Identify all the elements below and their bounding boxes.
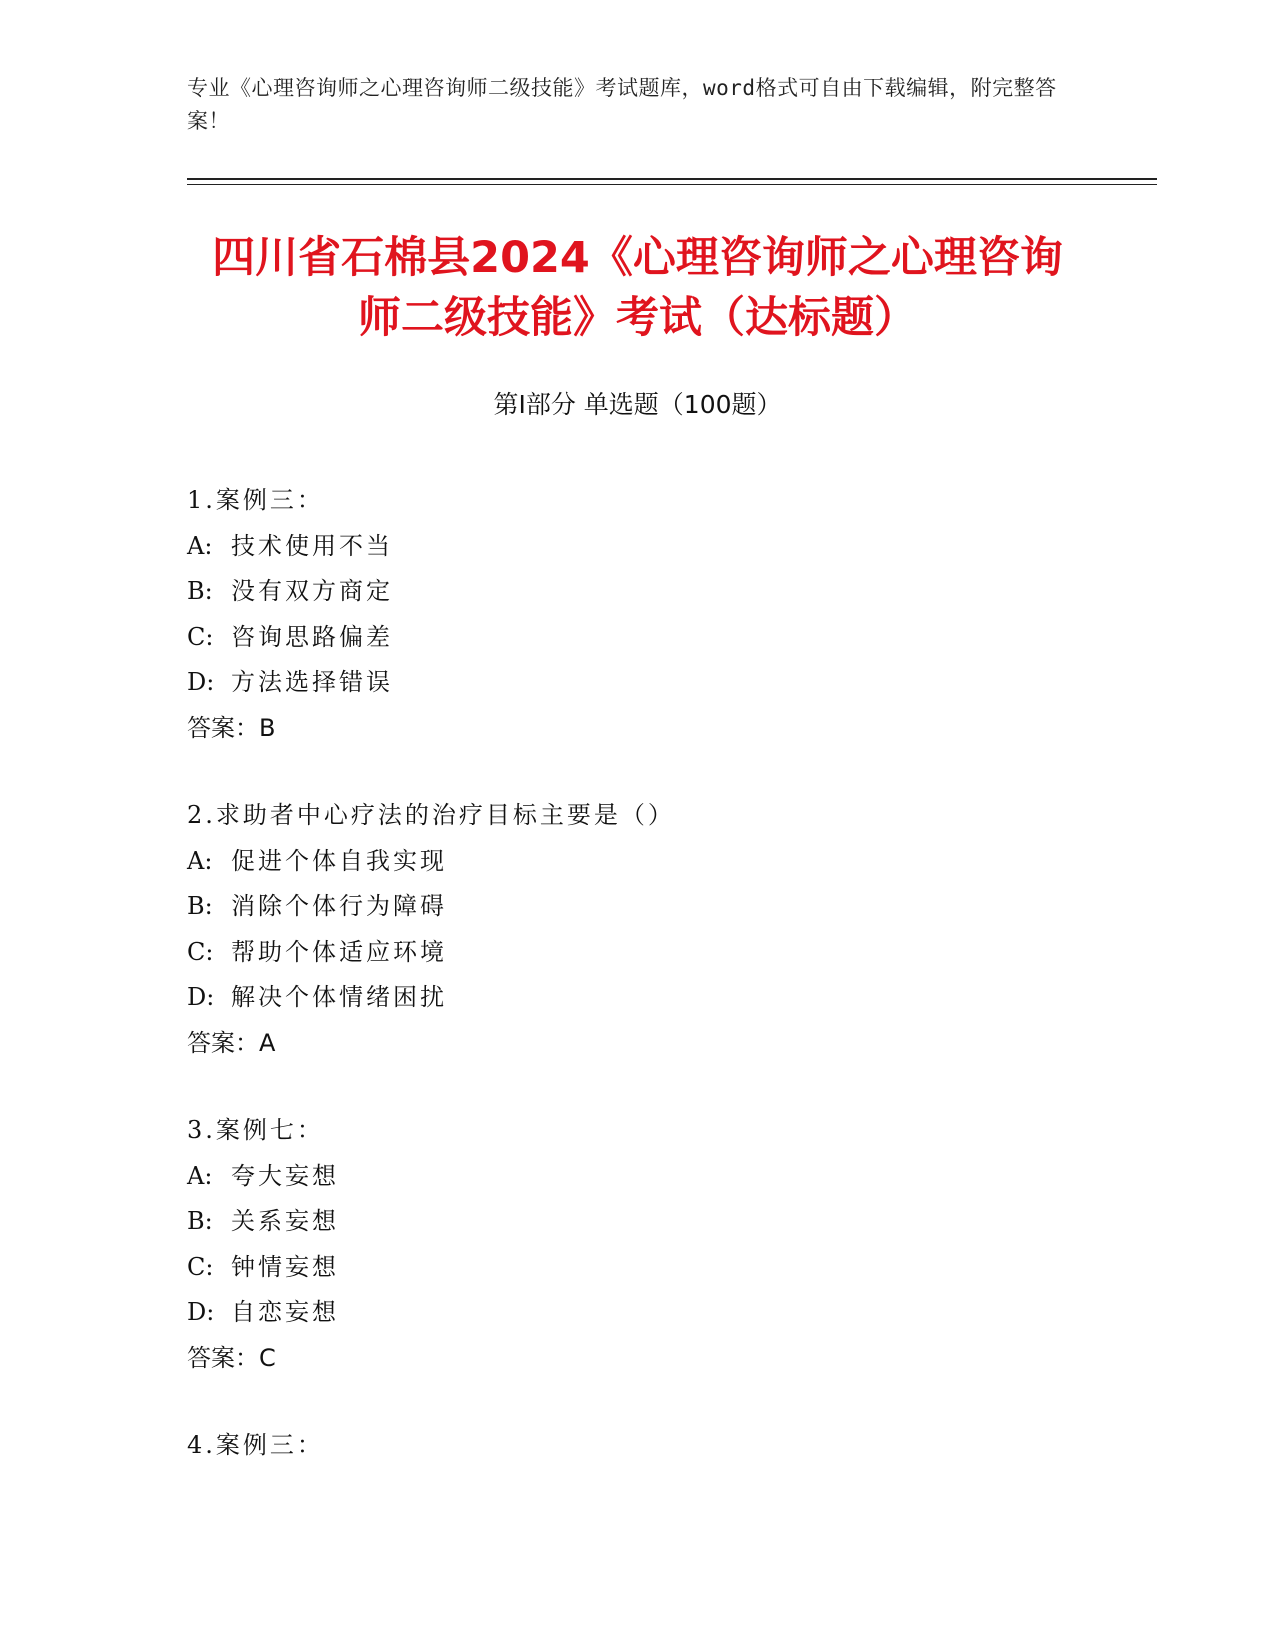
- option-key: D:: [187, 668, 215, 696]
- option-b: [187, 884, 1137, 930]
- option-a: [187, 524, 1137, 570]
- option-d: [187, 660, 1137, 706]
- option-key: D:: [187, 983, 215, 1011]
- header-divider-thick: [187, 178, 1157, 180]
- question-stem: 3.案例七：: [187, 1116, 324, 1144]
- option-key: B:: [187, 577, 213, 605]
- question-3: [187, 1108, 1137, 1381]
- option-text: 夸大妄想: [231, 1161, 339, 1190]
- option-text: 解决个体情绪困扰: [231, 983, 447, 1011]
- answer-label: 答案：: [187, 1343, 259, 1372]
- question-stem: 1.案例三：: [187, 486, 324, 514]
- option-text: 方法选择错误: [231, 668, 393, 696]
- question-stem: 2.求助者中心疗法的治疗目标主要是（）: [187, 801, 675, 829]
- question-1: [187, 478, 1137, 751]
- option-b: [187, 1199, 1137, 1245]
- option-text: 自恋妄想: [231, 1298, 339, 1326]
- answer-value: C: [259, 1343, 276, 1372]
- option-d: [187, 975, 1137, 1021]
- option-text: 消除个体行为障碍: [231, 892, 447, 920]
- option-key: A:: [187, 846, 213, 875]
- option-text: 关系妄想: [231, 1207, 339, 1235]
- option-a: [187, 1154, 1137, 1200]
- option-key: C:: [187, 937, 214, 966]
- option-text: 技术使用不当: [231, 531, 393, 560]
- question-4: [187, 1423, 1137, 1469]
- option-key: B:: [187, 1207, 213, 1235]
- option-a: [187, 839, 1137, 885]
- option-text: 钟情妄想: [231, 1252, 339, 1281]
- option-key: D:: [187, 1298, 215, 1326]
- document-title: [160, 228, 1115, 348]
- header-divider-thin: [187, 184, 1157, 185]
- option-c: [187, 930, 1137, 976]
- question-stem: 4.案例三：: [187, 1431, 324, 1459]
- answer: [187, 1021, 1137, 1067]
- option-key: A:: [187, 531, 213, 560]
- answer-label: 答案：: [187, 1028, 259, 1057]
- answer: [187, 1336, 1137, 1382]
- question-list: [187, 478, 1137, 1511]
- option-c: [187, 615, 1137, 661]
- option-key: A:: [187, 1161, 213, 1190]
- section-heading: 第Ⅰ部分 单选题（100题）: [493, 390, 782, 419]
- header-note: 专业《心理咨询师之心理咨询师二级技能》考试题库，word格式可自由下载编辑，附完整答案！: [187, 76, 1057, 133]
- option-b: [187, 569, 1137, 615]
- option-text: 咨询思路偏差: [231, 622, 393, 651]
- answer-label: 答案：: [187, 713, 259, 742]
- answer-value: B: [259, 713, 276, 742]
- answer: [187, 706, 1137, 752]
- option-c: [187, 1245, 1137, 1291]
- question-2: [187, 793, 1137, 1066]
- option-key: B:: [187, 892, 213, 920]
- option-text: 没有双方商定: [231, 577, 393, 605]
- document-title-line-2: 师二级技能》考试（达标题）: [358, 293, 917, 343]
- option-key: C:: [187, 1252, 214, 1281]
- answer-value: A: [259, 1028, 276, 1057]
- option-d: [187, 1290, 1137, 1336]
- option-key: C:: [187, 622, 214, 651]
- document-title-line-1: 四川省石棉县2024《心理咨询师之心理咨询: [212, 233, 1063, 283]
- option-text: 帮助个体适应环境: [231, 937, 447, 966]
- option-text: 促进个体自我实现: [231, 846, 447, 875]
